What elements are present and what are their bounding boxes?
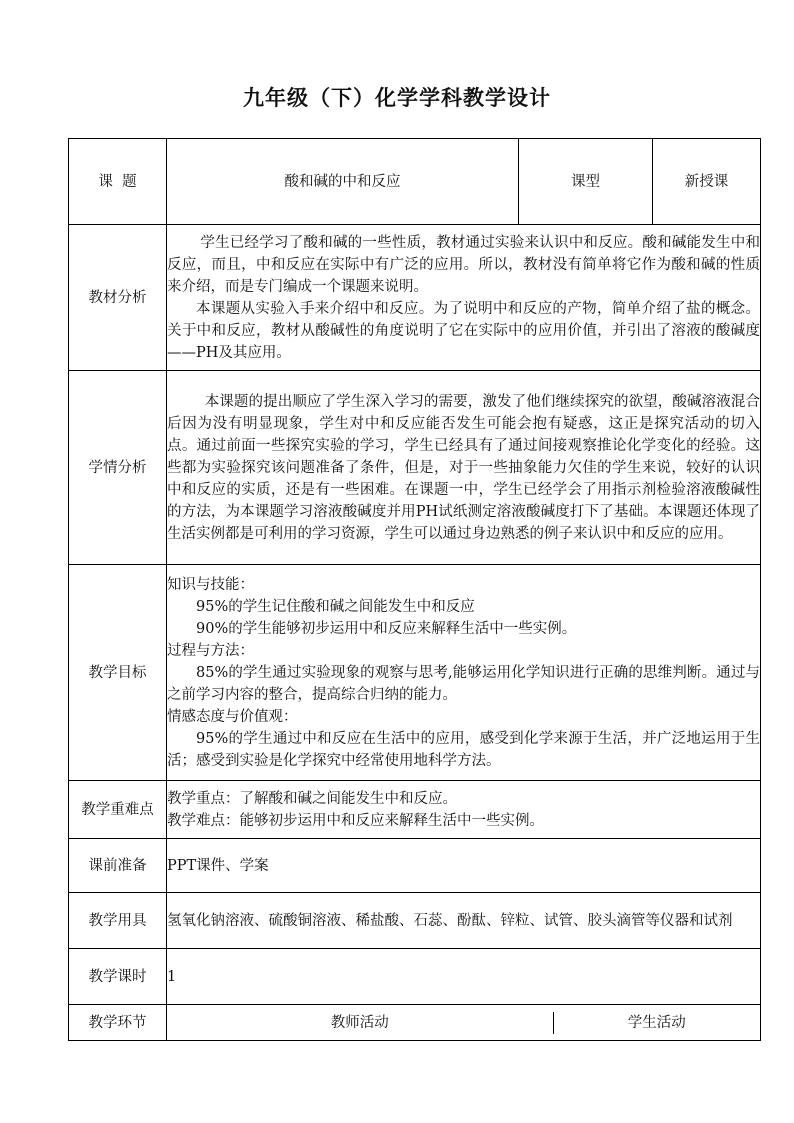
teacher-activity-header: 教师活动 [167, 1012, 553, 1034]
student-analysis-content [167, 371, 761, 565]
tools-label: 教学用具 [69, 893, 167, 949]
knowledge-item: 90%的学生能够初步运用中和反应来解释生活中一些实例。 [196, 620, 577, 637]
lesson-plan-table [68, 138, 761, 1041]
key-point-line: 教学重点：了解酸和碱之间能发生中和反应。 [167, 790, 457, 807]
stages-header [167, 1012, 760, 1034]
material-paragraph: 本课题从实验入手来介绍中和反应。为了说明中和反应的产物，简单介绍了盐的概念。关于中和反应，教材从酸碱性的角度说明了它在实际中的应用价值，并引出了溶液的酸碱度——PH及其应用。 [167, 300, 760, 361]
hours-label: 教学课时 [69, 949, 167, 1005]
preparation-value: PPT课件、学案 [167, 839, 761, 893]
process-item: 85%的学生通过实验现象的观察与思考,能够运用化学知识进行正确的思维判断。通过与之前学习内容的整合，提高综合归纳的能力。 [167, 664, 760, 703]
material-analysis-row [69, 225, 761, 371]
key-points-label: 教学重难点 [69, 781, 167, 839]
preparation-label: 课前准备 [69, 839, 167, 893]
material-analysis-label: 教材分析 [69, 225, 167, 371]
key-points-content [167, 781, 761, 839]
material-paragraph: 学生已经学习了酸和碱的一些性质，教材通过实验来认识中和反应。酸和碱能发生中和反应，而且，中和反应在实际中有广泛的应用。所以，教材没有简单将它作为酸和碱的性质来介绍，而是专门编成一个课题来说明。 [167, 234, 760, 295]
stages-label: 教学环节 [69, 1005, 167, 1041]
process-heading: 过程与方法： [167, 642, 254, 659]
student-paragraph: 本课题的提出顺应了学生深入学习的需要，激发了他们继续探究的欲望，酸碱溶液混合后因为没有明显现象，学生对中和反应能否发生可能会抱有疑惑，这正是探究活动的切入点。通过前面一些探究实验的学习，学生已经具有了通过间接观察推论化学变化的经验。这些都为实验探究该问题准备了条件，但是，对于一些抽象能力欠佳的学生来说，较好的认识中和反应的实质，还是有一些困难。在课题一中，学生已经学会了用指示剂检验溶液酸碱性的方法，为本课题学习溶液酸碱度并用PH试纸测定溶液酸碱度打下了基础。本课题还体现了生活实例都是可利用的学习资源，学生可以通过身边熟悉的例子来认识中和反应的应用。 [167, 393, 760, 542]
knowledge-heading: 知识与技能： [167, 576, 254, 593]
topic-label: 课 题 [69, 139, 167, 225]
document-title: 九年级（下）化学学科教学设计 [243, 86, 551, 110]
lesson-type-label: 课型 [519, 139, 653, 225]
topic-row [69, 139, 761, 225]
difficulty-line: 教学难点：能够初步运用中和反应来解释生活中一些实例。 [167, 812, 544, 829]
lesson-type-value: 新授课 [653, 139, 761, 225]
knowledge-item: 95%的学生记住酸和碱之间能发生中和反应 [196, 598, 475, 615]
objectives-row [69, 565, 761, 781]
emotion-heading: 情感态度与价值观： [167, 708, 298, 725]
tools-value: 氢氧化钠溶液、硫酸铜溶液、稀盐酸、石蕊、酚酞、锌粒、试管、胶头滴管等仪器和试剂 [167, 893, 761, 949]
objectives-label: 教学目标 [69, 565, 167, 781]
hours-row [69, 949, 761, 1005]
preparation-row [69, 839, 761, 893]
key-points-row [69, 781, 761, 839]
stages-row [69, 1005, 761, 1041]
material-analysis-content [167, 225, 761, 371]
emotion-item: 95%的学生通过中和反应在生活中的应用，感受到化学来源于生活，并广泛地运用于生活；感受到实验是化学探究中经常使用地科学方法。 [167, 730, 760, 769]
student-activity-header: 学生活动 [627, 1014, 686, 1031]
student-analysis-label: 学情分析 [69, 371, 167, 565]
student-analysis-row [69, 371, 761, 565]
topic-value: 酸和碱的中和反应 [167, 139, 519, 225]
hours-value: 1 [167, 949, 761, 1005]
tools-row [69, 893, 761, 949]
objectives-content [167, 565, 761, 781]
